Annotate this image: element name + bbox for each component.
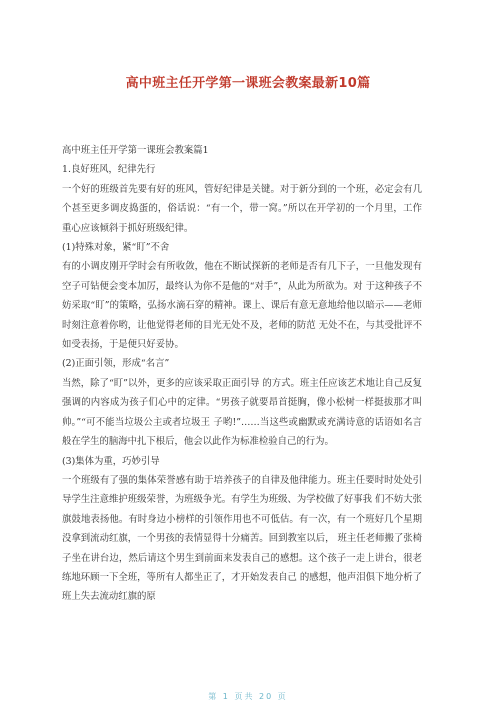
body-paragraph: 有的小调皮刚开学时会有所收敛，他在不断试探新的老师是否有几下子，一旦他发现有空子可钻便会变本加厉，最终认为你不是他的“对手”，从此为所欲为。对 于这种孩子不妨采取“盯”的策略，弘扬水滴石穿的精神。课上、课后有意无意地给他以暗示——老师时刻注意着你哟，让他觉得老师的目光无处不及，老师的防范 无处不在，与其受批评不如受表扬，于是便只好妥协。 bbox=[62, 261, 422, 351]
document-title: 高中班主任开学第一课班会教案最新10篇 bbox=[125, 76, 371, 91]
subheading: (3)集体为重，巧妙引导 bbox=[62, 455, 160, 467]
page-footer: 第 1 页共 20 页 bbox=[208, 692, 288, 701]
section-heading: 高中班主任开学第一课班会教案篇1 bbox=[62, 145, 209, 156]
body-paragraph: 一个班级有了强的集体荣誉感有助于培养孩子的自律及他律能力。班主任要时时处处引导学生注意维护班级荣誉，为班级争光。有学生为班级、为学校做了好事我 们不妨大张旗鼓地表扬他。有时身边小榜样的引领作用也不可低估。有一次，有一个班好几个星期没拿到流动红旗，一个男孩的表情显得十分痛苦。回到教室以后， 班主任老师搬了张椅子坐在讲台边，然后请这个男生到前面来发表自己的感想。这个孩子一走上讲台，很老练地环顾一下全班，等所有人都坐正了，才开始发表自己 的感想，他声泪俱下地分析了班上失去流动红旗的原 bbox=[62, 474, 422, 603]
subheading: 1.良好班风，纪律先行 bbox=[62, 164, 156, 176]
body-paragraph: 一个好的班级首先要有好的班风，管好纪律是关键。对于新分到的一个班，必定会有几个甚至更多调皮捣蛋的，俗话说：“有一个，带一窝。”所以在开学初的一个月里，工作重心应该倾斜于抓好班级纪律。 bbox=[62, 183, 422, 234]
subheading: (2)正面引领，形成“名言” bbox=[62, 358, 170, 370]
document-body bbox=[62, 141, 422, 607]
body-paragraph: 当然，除了“盯”以外，更多的应该采取正面引导 的方式。班主任应该艺术地让自己反复强调的内容成为孩子们心中的定律。“男孩子就要昂首挺胸，像小松树一样挺拔那才叫帅。”“可不能当垃圾公主或者垃圾王 子哟!”……当这些或幽默或充满诗意的话语如名言般在学生的脑海中扎下根后，他会以此作为标准检验自己的行为。 bbox=[62, 377, 422, 448]
subheading: (1)特殊对象，紧“盯”不舍 bbox=[62, 242, 170, 254]
